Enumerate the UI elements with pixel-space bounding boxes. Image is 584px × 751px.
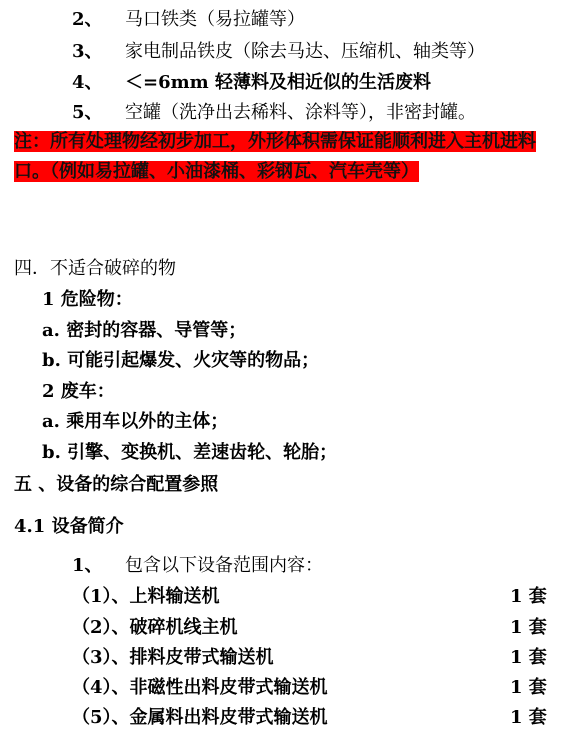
highlighted-note — [14, 127, 568, 187]
section-5-subheading: 4.1 设备简介 — [14, 516, 124, 537]
list-number: 4、 — [72, 72, 103, 93]
section-4-heading: 四．不适合破碎的物 — [14, 258, 176, 279]
equipment-qty: 1 套 — [510, 586, 547, 607]
section-4-sub2: 2 废车： — [42, 381, 115, 402]
section-4-sub2-a: a. 乘用车以外的主体； — [42, 411, 229, 432]
equipment-item: （5）、金属料出料皮带式输送机 — [72, 707, 328, 728]
equipment-qty: 1 套 — [510, 677, 547, 698]
section-5-heading: 五 、设备的综合配置参照 — [14, 474, 219, 495]
intro-text: 包含以下设备范围内容： — [125, 555, 323, 576]
list-number: 2、 — [72, 9, 103, 30]
intro-number: 1、 — [72, 555, 103, 576]
equipment-item: （3）、排料皮带式输送机 — [72, 647, 274, 668]
equipment-qty: 1 套 — [510, 617, 547, 638]
list-item-text: ＜=6mm 轻薄料及相近似的生活废料 — [125, 72, 431, 93]
list-item-text: 家电制品铁皮（除去马达、压缩机、轴类等） — [125, 41, 485, 62]
equipment-item: （2）、破碎机线主机 — [72, 617, 238, 638]
equipment-qty: 1 套 — [510, 707, 547, 728]
note-text: 注：所有处理物经初步加工，外形体积需保证能顺利进入主机进料口。（例如易拉罐、小油漆桶、彩钢瓦、汽车壳等） — [14, 131, 536, 182]
list-item-text: 马口铁类（易拉罐等） — [125, 9, 305, 30]
list-number: 5、 — [72, 102, 103, 123]
list-number: 3、 — [72, 41, 103, 62]
list-item-text: 空罐（洗净出去稀料、涂料等），非密封罐。 — [125, 102, 476, 123]
section-4-sub1-b: b. 可能引起爆发、火灾等的物品； — [42, 350, 320, 371]
equipment-item: （4）、非磁性出料皮带式输送机 — [72, 677, 328, 698]
section-4-sub1: 1 危险物： — [42, 289, 133, 310]
section-4-sub1-a: a. 密封的容器、导管等； — [42, 320, 247, 341]
equipment-qty: 1 套 — [510, 647, 547, 668]
equipment-item: （1）、上料输送机 — [72, 586, 220, 607]
section-4-sub2-b: b. 引擎、变换机、差速齿轮、轮胎； — [42, 442, 338, 463]
